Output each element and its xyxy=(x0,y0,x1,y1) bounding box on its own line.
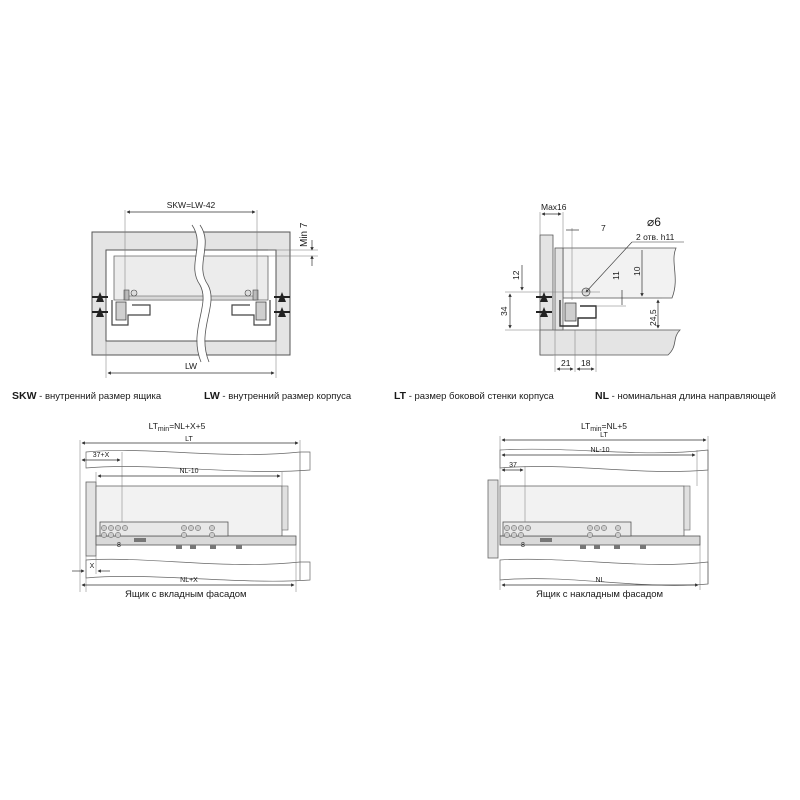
dim-24-5-label: 24,5 xyxy=(648,309,658,326)
37x-label: 37+X xyxy=(92,452,110,459)
formula-overlay: $LT_{min}=NL+5$ xyxy=(580,421,628,433)
caption-inset-front: Ящик с вкладным фасадом xyxy=(125,589,247,600)
dim-10-label: 10 xyxy=(632,266,642,276)
dim-7-label: 7 xyxy=(601,223,606,233)
nlx-label: NL+X xyxy=(180,577,198,584)
skw-formula: SKW=LW-42 xyxy=(166,200,216,210)
lt-label-inset: LT xyxy=(185,436,193,443)
caption-overlay-front: Ящик с накладным фасадом xyxy=(536,589,664,600)
dim-11-label: 11 xyxy=(611,271,621,280)
formula-inset: $LT_{min}=NL+X+5$ xyxy=(148,421,206,433)
37-label: 37 xyxy=(509,462,517,469)
drawer-overlay-front xyxy=(488,436,708,590)
diameter-6-label: ⌀6 xyxy=(647,215,661,229)
lt-label-overlay: LT xyxy=(600,432,608,439)
drawer-inset-front xyxy=(72,440,310,592)
legend-lt: LT - размер боковой стенки корпуса xyxy=(394,390,554,402)
dim-12-label: 12 xyxy=(511,270,521,280)
nl-label: NL xyxy=(595,577,605,584)
dim-34-label: 34 xyxy=(499,306,509,316)
legend-nl: NL - номинальная длина направляющей xyxy=(595,390,776,402)
lw-dimension-label: LW xyxy=(184,361,198,371)
legend-skw: SKW - внутренний размер ящика xyxy=(12,390,162,402)
nl10-label-overlay: NL-10 xyxy=(590,447,610,454)
dim-21-label: 21 xyxy=(561,358,571,368)
cabinet-section-front xyxy=(92,210,318,378)
legend-lw: LW - внутренний размер корпуса xyxy=(204,390,352,402)
min-7-label: Min 7 xyxy=(299,222,310,247)
max16-label: Max16 xyxy=(541,202,567,212)
small-8-inset: 8 xyxy=(117,542,121,549)
small-8-overlay: 8 xyxy=(521,542,525,549)
nl10-label-inset: NL-10 xyxy=(179,468,199,475)
x-label: X xyxy=(89,563,95,570)
holes-label: 2 отв. h11 xyxy=(636,232,675,242)
dim-18-label: 18 xyxy=(581,358,591,368)
